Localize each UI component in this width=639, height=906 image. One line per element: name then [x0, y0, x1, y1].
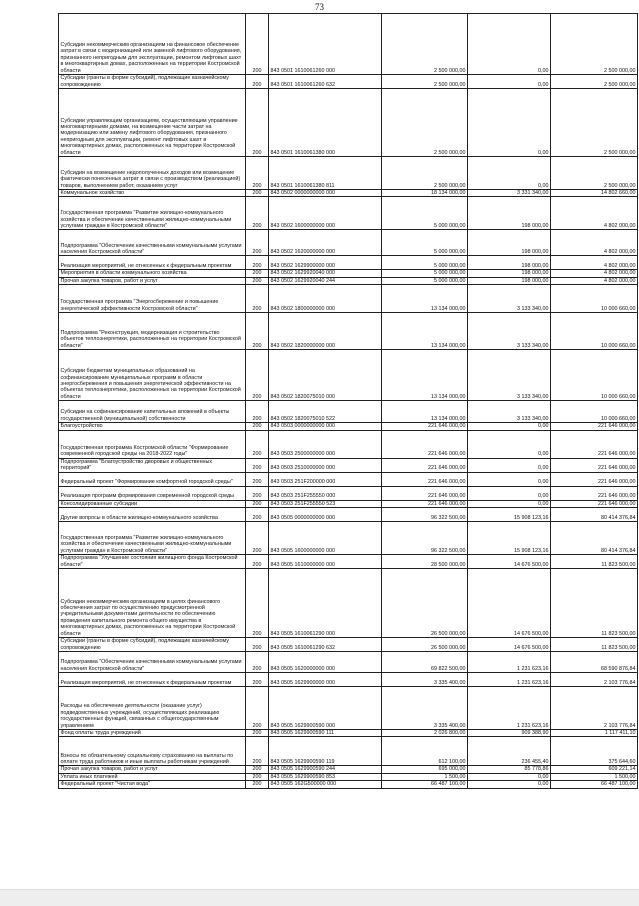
row-remaining-amount-cell: 221 646 000,00: [551, 458, 638, 472]
row-code-cell: 200: [246, 508, 269, 522]
row-code-cell: 200: [246, 401, 269, 423]
row-name-cell: Взносы по обязательному социальному страхованию на выплаты по оплате труда работников и иные выплаты работникам учреждений: [59, 737, 246, 766]
row-remaining-amount-cell: 2 500 000,00: [551, 75, 638, 89]
row-name-cell: Реализация мероприятий, не отнесенных к федеральным проектам: [59, 673, 246, 687]
row-kbk-cell: 843 0502 1820000000 000: [269, 313, 382, 350]
row-executed-amount-cell: 3 133 340,00: [468, 350, 551, 401]
footer-band: [0, 889, 639, 906]
table-row: [59, 256, 638, 270]
table-row: [59, 638, 638, 652]
table-row: [59, 773, 638, 780]
row-remaining-amount-cell: 4 802 000,00: [551, 270, 638, 277]
row-planned-amount-cell: 612 100,00: [382, 737, 468, 766]
table-row: [59, 270, 638, 277]
row-remaining-amount-cell: 2 500 000,00: [551, 157, 638, 190]
row-planned-amount-cell: 5 000 000,00: [382, 270, 468, 277]
row-name-cell: Подпрограмма "Обеспечение качественными коммунальными услугами населения Костромской области": [59, 230, 246, 256]
row-kbk-cell: 843 0505 1620000000 000: [269, 652, 382, 673]
row-executed-amount-cell: 0,00: [468, 773, 551, 780]
table-row: [59, 652, 638, 673]
row-remaining-amount-cell: 80 414 376,84: [551, 508, 638, 522]
row-planned-amount-cell: 28 500 000,00: [382, 555, 468, 569]
row-name-cell: Уплата иных платежей: [59, 773, 246, 780]
row-executed-amount-cell: 0,00: [468, 89, 551, 157]
row-planned-amount-cell: 2 500 000,00: [382, 14, 468, 75]
table-row: [59, 730, 638, 737]
row-code-cell: 200: [246, 197, 269, 230]
row-remaining-amount-cell: 4 802 000,00: [551, 277, 638, 284]
table-row: [59, 766, 638, 773]
row-remaining-amount-cell: 609 221,14: [551, 766, 638, 773]
table-row: [59, 555, 638, 569]
row-executed-amount-cell: 236 455,40: [468, 737, 551, 766]
row-executed-amount-cell: 198 000,00: [468, 270, 551, 277]
row-kbk-cell: 843 0503 0000000000 000: [269, 423, 382, 430]
row-name-cell: Прочая закупка товаров, работ и услуг: [59, 277, 246, 284]
row-remaining-amount-cell: 68 590 876,84: [551, 652, 638, 673]
row-code-cell: 200: [246, 522, 269, 555]
row-code-cell: 200: [246, 423, 269, 430]
row-remaining-amount-cell: 10 000 660,00: [551, 350, 638, 401]
row-name-cell: Благоустройство: [59, 423, 246, 430]
row-planned-amount-cell: 2 026 800,00: [382, 730, 468, 737]
row-executed-amount-cell: 3 133 340,00: [468, 401, 551, 423]
row-planned-amount-cell: 13 134 000,00: [382, 313, 468, 350]
row-name-cell: Субсидии бюджетам муниципальных образований на софинансирование муниципальных программ в области энергосбережения и повышения энергетической эффективности на объектах теплоэнергетики, расположенных на территории Костромской области: [59, 350, 246, 401]
row-name-cell: Субсидии на софинансирование капитальных вложений в объекты государственной (муниципальной) собственности: [59, 401, 246, 423]
row-planned-amount-cell: 3 335 400,00: [382, 687, 468, 730]
row-code-cell: 200: [246, 737, 269, 766]
row-remaining-amount-cell: 11 823 500,00: [551, 569, 638, 638]
row-planned-amount-cell: 221 646 000,00: [382, 430, 468, 458]
row-executed-amount-cell: 0,00: [468, 500, 551, 507]
row-remaining-amount-cell: 4 802 000,00: [551, 197, 638, 230]
row-name-cell: Подпрограмма "Обеспечение качественными коммунальными услугами населения Костромской области": [59, 652, 246, 673]
row-kbk-cell: 843 0505 1610061290 632: [269, 638, 382, 652]
row-executed-amount-cell: 0,00: [468, 430, 551, 458]
table-row: [59, 14, 638, 75]
row-remaining-amount-cell: 10 000 660,00: [551, 285, 638, 313]
row-kbk-cell: 843 0503 2510000000 000: [269, 458, 382, 472]
row-name-cell: Субсидии управляющим организациям, осуществляющим управление многоквартирными домами, на возмещение части затрат на модернизацию или замену лифтового оборудования, признанного непригодным для эксплуатации, ремонт лифтовых шахт в многоквартирных домах, расположенных на территории Костромской области: [59, 89, 246, 157]
row-kbk-cell: 843 0505 1629900590 244: [269, 766, 382, 773]
row-kbk-cell: 843 0501 1610061380 811: [269, 157, 382, 190]
row-executed-amount-cell: 0,00: [468, 472, 551, 486]
row-remaining-amount-cell: 375 644,60: [551, 737, 638, 766]
row-name-cell: Субсидии (гранты в форме субсидий), подлежащие казначейскому сопровождению: [59, 75, 246, 89]
row-name-cell: Фонд оплаты труда учреждений: [59, 730, 246, 737]
row-name-cell: Субсидии на возмещение недополученных доходов или возмещение фактически понесенных затрат в связи с производством (реализацией) товаров, выполнением работ, оказанием услуг: [59, 157, 246, 190]
row-executed-amount-cell: 198 000,00: [468, 256, 551, 270]
table-row: [59, 313, 638, 350]
row-code-cell: 200: [246, 285, 269, 313]
row-code-cell: 200: [246, 14, 269, 75]
row-kbk-cell: 843 0502 1629920040 000: [269, 270, 382, 277]
table-row: [59, 401, 638, 423]
row-kbk-cell: 843 0505 1629900000 000: [269, 673, 382, 687]
row-name-cell: Подпрограмма "Улучшение состояния жилищного фонда Костромской области": [59, 555, 246, 569]
row-executed-amount-cell: 14 676 500,00: [468, 569, 551, 638]
row-code-cell: 200: [246, 773, 269, 780]
row-planned-amount-cell: 5 000 000,00: [382, 230, 468, 256]
row-kbk-cell: 843 0502 1600000000 000: [269, 197, 382, 230]
row-kbk-cell: 843 0502 1620000000 000: [269, 230, 382, 256]
row-planned-amount-cell: 695 000,00: [382, 766, 468, 773]
row-planned-amount-cell: 1 500,00: [382, 773, 468, 780]
row-name-cell: Консолидированные субсидии: [59, 500, 246, 507]
row-remaining-amount-cell: 2 500 000,00: [551, 89, 638, 157]
row-remaining-amount-cell: 2 103 776,84: [551, 673, 638, 687]
row-kbk-cell: 843 0505 0000000000 000: [269, 508, 382, 522]
row-planned-amount-cell: 13 134 000,00: [382, 285, 468, 313]
row-executed-amount-cell: 14 676 500,00: [468, 555, 551, 569]
row-executed-amount-cell: 3 331 340,00: [468, 190, 551, 197]
row-code-cell: 200: [246, 256, 269, 270]
row-code-cell: 200: [246, 652, 269, 673]
row-executed-amount-cell: 85 778,86: [468, 766, 551, 773]
row-executed-amount-cell: 0,00: [468, 486, 551, 500]
row-executed-amount-cell: 0,00: [468, 458, 551, 472]
row-kbk-cell: 843 0505 1629900590 111: [269, 730, 382, 737]
table-row: [59, 230, 638, 256]
row-planned-amount-cell: 13 134 000,00: [382, 401, 468, 423]
table-row: [59, 423, 638, 430]
row-kbk-cell: 843 0505 1610000000 000: [269, 555, 382, 569]
row-code-cell: 200: [246, 75, 269, 89]
row-kbk-cell: 843 0502 1800000000 000: [269, 285, 382, 313]
row-planned-amount-cell: 221 646 000,00: [382, 486, 468, 500]
row-code-cell: 200: [246, 555, 269, 569]
row-remaining-amount-cell: 4 802 000,00: [551, 230, 638, 256]
table-row: [59, 285, 638, 313]
row-name-cell: Федеральный проект "Чистая вода": [59, 781, 246, 788]
table-row: [59, 277, 638, 284]
row-code-cell: 200: [246, 569, 269, 638]
row-name-cell: Государственная программа Костромской области "Формирование современной городской среды на 2018-2022 годы": [59, 430, 246, 458]
row-executed-amount-cell: 1 231 623,16: [468, 673, 551, 687]
budget-table-body: [59, 14, 638, 789]
table-row: [59, 522, 638, 555]
row-name-cell: Реализация программ формирования современной городской среды: [59, 486, 246, 500]
row-code-cell: 200: [246, 673, 269, 687]
row-kbk-cell: 843 0502 1629900000 000: [269, 256, 382, 270]
row-code-cell: 200: [246, 500, 269, 507]
row-name-cell: Мероприятия в области коммунального хозяйства: [59, 270, 246, 277]
row-name-cell: Федеральный проект "Формирование комфортной городской среды": [59, 472, 246, 486]
row-remaining-amount-cell: 221 646 000,00: [551, 500, 638, 507]
table-row: [59, 430, 638, 458]
row-kbk-cell: 843 0505 1629900590 853: [269, 773, 382, 780]
table-row: [59, 687, 638, 730]
table-row: [59, 486, 638, 500]
table-row: [59, 500, 638, 507]
row-executed-amount-cell: 0,00: [468, 781, 551, 788]
row-remaining-amount-cell: 11 823 500,00: [551, 555, 638, 569]
table-row: [59, 781, 638, 788]
row-executed-amount-cell: 909 388,90: [468, 730, 551, 737]
row-executed-amount-cell: 198 000,00: [468, 277, 551, 284]
table-row: [59, 75, 638, 89]
table-row: [59, 673, 638, 687]
row-kbk-cell: 843 0505 162G500000 000: [269, 781, 382, 788]
row-code-cell: 200: [246, 687, 269, 730]
row-name-cell: Государственная программа "Энергосбережение и повышение энергетической эффективности Костромской области": [59, 285, 246, 313]
row-kbk-cell: 843 0502 1629920040 244: [269, 277, 382, 284]
row-kbk-cell: 843 0501 1610061260 632: [269, 75, 382, 89]
row-planned-amount-cell: 96 322 500,00: [382, 522, 468, 555]
row-code-cell: 200: [246, 277, 269, 284]
row-planned-amount-cell: 18 134 000,00: [382, 190, 468, 197]
row-kbk-cell: 843 0501 1610061380 000: [269, 89, 382, 157]
row-code-cell: 200: [246, 157, 269, 190]
row-remaining-amount-cell: 10 000 660,00: [551, 401, 638, 423]
row-code-cell: 200: [246, 766, 269, 773]
row-kbk-cell: 843 0502 1820075010 522: [269, 401, 382, 423]
row-kbk-cell: 843 0503 251F200000 000: [269, 472, 382, 486]
row-executed-amount-cell: 3 133 340,00: [468, 285, 551, 313]
table-row: [59, 569, 638, 638]
table-row: [59, 472, 638, 486]
row-kbk-cell: 843 0503 251F255550 000: [269, 486, 382, 500]
row-planned-amount-cell: 5 000 000,00: [382, 277, 468, 284]
row-code-cell: 200: [246, 638, 269, 652]
row-name-cell: Прочая закупка товаров, работ и услуг: [59, 766, 246, 773]
table-row: [59, 197, 638, 230]
row-code-cell: 200: [246, 350, 269, 401]
row-code-cell: 200: [246, 190, 269, 197]
row-executed-amount-cell: 198 000,00: [468, 197, 551, 230]
row-executed-amount-cell: 15 908 123,16: [468, 522, 551, 555]
row-kbk-cell: 843 0505 1629900590 119: [269, 737, 382, 766]
row-code-cell: 200: [246, 781, 269, 788]
row-name-cell: Реализация мероприятий, не отнесенных к федеральным проектам: [59, 256, 246, 270]
row-planned-amount-cell: 13 134 000,00: [382, 350, 468, 401]
row-planned-amount-cell: 26 500 000,00: [382, 638, 468, 652]
row-remaining-amount-cell: 221 646 000,00: [551, 472, 638, 486]
table-row: [59, 89, 638, 157]
row-remaining-amount-cell: 2 500 000,00: [551, 14, 638, 75]
row-kbk-cell: 843 0505 1600000000 000: [269, 522, 382, 555]
row-remaining-amount-cell: 10 000 660,00: [551, 313, 638, 350]
row-planned-amount-cell: 66 487 100,00: [382, 781, 468, 788]
row-planned-amount-cell: 221 646 000,00: [382, 500, 468, 507]
row-planned-amount-cell: 221 646 000,00: [382, 423, 468, 430]
row-executed-amount-cell: 15 908 123,16: [468, 508, 551, 522]
table-row: [59, 458, 638, 472]
row-remaining-amount-cell: 1 500,00: [551, 773, 638, 780]
row-executed-amount-cell: 14 676 500,00: [468, 638, 551, 652]
row-planned-amount-cell: 96 322 500,00: [382, 508, 468, 522]
row-name-cell: Субсидии некоммерческим организациям в целях финансового обеспечения затрат по осуществлению предусмотренной учредительными документами деятельности по обеспечению проведения капитального ремонта общего имущества в многоквартирных домах, расположенных на территории Костромской области: [59, 569, 246, 638]
row-planned-amount-cell: 221 646 000,00: [382, 472, 468, 486]
row-executed-amount-cell: 0,00: [468, 14, 551, 75]
row-planned-amount-cell: 3 335 400,00: [382, 673, 468, 687]
row-executed-amount-cell: 1 231 623,16: [468, 652, 551, 673]
row-executed-amount-cell: 3 133 340,00: [468, 313, 551, 350]
row-kbk-cell: 843 0505 1610061290 000: [269, 569, 382, 638]
row-name-cell: Коммунальное хозяйство: [59, 190, 246, 197]
row-remaining-amount-cell: 2 103 776,84: [551, 687, 638, 730]
row-name-cell: Субсидии некоммерческим организациям на финансовое обеспечение затрат в связи с модернизацией или заменой лифтового оборудования, признанного непригодным для эксплуатации, ремонтом лифтовых шахт в многоквартирных домах, расположенных на территории Костромской области: [59, 14, 246, 75]
row-kbk-cell: 843 0503 251F255550 523: [269, 500, 382, 507]
row-kbk-cell: 843 0502 1820075010 000: [269, 350, 382, 401]
row-kbk-cell: 843 0503 2500000000 000: [269, 430, 382, 458]
row-kbk-cell: 843 0505 1629900590 000: [269, 687, 382, 730]
row-remaining-amount-cell: 221 646 000,00: [551, 430, 638, 458]
row-planned-amount-cell: 5 000 000,00: [382, 197, 468, 230]
row-code-cell: 200: [246, 458, 269, 472]
row-remaining-amount-cell: 11 823 500,00: [551, 638, 638, 652]
row-kbk-cell: 843 0501 1610061260 000: [269, 14, 382, 75]
row-code-cell: 200: [246, 89, 269, 157]
row-planned-amount-cell: 2 500 000,00: [382, 75, 468, 89]
row-executed-amount-cell: 0,00: [468, 423, 551, 430]
row-executed-amount-cell: 0,00: [468, 75, 551, 89]
row-planned-amount-cell: 221 646 000,00: [382, 458, 468, 472]
row-planned-amount-cell: 69 822 500,00: [382, 652, 468, 673]
row-code-cell: 200: [246, 313, 269, 350]
table-row: [59, 350, 638, 401]
row-code-cell: 200: [246, 730, 269, 737]
row-planned-amount-cell: 2 500 000,00: [382, 89, 468, 157]
row-remaining-amount-cell: 4 802 000,00: [551, 256, 638, 270]
row-remaining-amount-cell: 1 117 411,10: [551, 730, 638, 737]
row-name-cell: Государственная программа "Развитие жилищно-коммунального хозяйства и обеспечение качественными жилищно-коммунальными услугами граждан в Костромской области": [59, 197, 246, 230]
row-name-cell: Субсидии (гранты в форме субсидий), подлежащие казначейскому сопровождению: [59, 638, 246, 652]
row-code-cell: 200: [246, 486, 269, 500]
row-planned-amount-cell: 5 000 000,00: [382, 256, 468, 270]
row-remaining-amount-cell: 66 487 100,00: [551, 781, 638, 788]
row-code-cell: 200: [246, 472, 269, 486]
row-code-cell: 200: [246, 230, 269, 256]
row-name-cell: Другие вопросы в области жилищно-коммунального хозяйства: [59, 508, 246, 522]
row-name-cell: Расходы на обеспечение деятельности (оказание услуг) подведомственных учреждений, осуществляющих реализацию государственных функций, связанных с общегосударственным управлением: [59, 687, 246, 730]
row-code-cell: 200: [246, 270, 269, 277]
table-row: [59, 190, 638, 197]
row-remaining-amount-cell: 14 802 660,00: [551, 190, 638, 197]
row-planned-amount-cell: 2 500 000,00: [382, 157, 468, 190]
row-remaining-amount-cell: 221 646 000,00: [551, 423, 638, 430]
row-planned-amount-cell: 26 500 000,00: [382, 569, 468, 638]
row-remaining-amount-cell: 80 414 376,84: [551, 522, 638, 555]
row-remaining-amount-cell: 221 646 000,00: [551, 486, 638, 500]
table-row: [59, 157, 638, 190]
table-row: [59, 508, 638, 522]
row-name-cell: Государственная программа "Развитие жилищно-коммунального хозяйства и обеспечение качественными жилищно-коммунальными услугами граждан в Костромской области": [59, 522, 246, 555]
table-row: [59, 737, 638, 766]
budget-table: [58, 13, 638, 789]
row-name-cell: Подпрограмма "Реконструкция, модернизация и строительство объектов теплоэнергетики, расположенных на территории Костромской области": [59, 313, 246, 350]
page-number: 73: [315, 2, 324, 12]
row-executed-amount-cell: 0,00: [468, 157, 551, 190]
row-code-cell: 200: [246, 430, 269, 458]
row-executed-amount-cell: 198 000,00: [468, 230, 551, 256]
row-kbk-cell: 843 0502 0000000000 000: [269, 190, 382, 197]
row-name-cell: Подпрограмма "Благоустройство дворовых и общественных территорий": [59, 458, 246, 472]
row-executed-amount-cell: 1 231 623,16: [468, 687, 551, 730]
